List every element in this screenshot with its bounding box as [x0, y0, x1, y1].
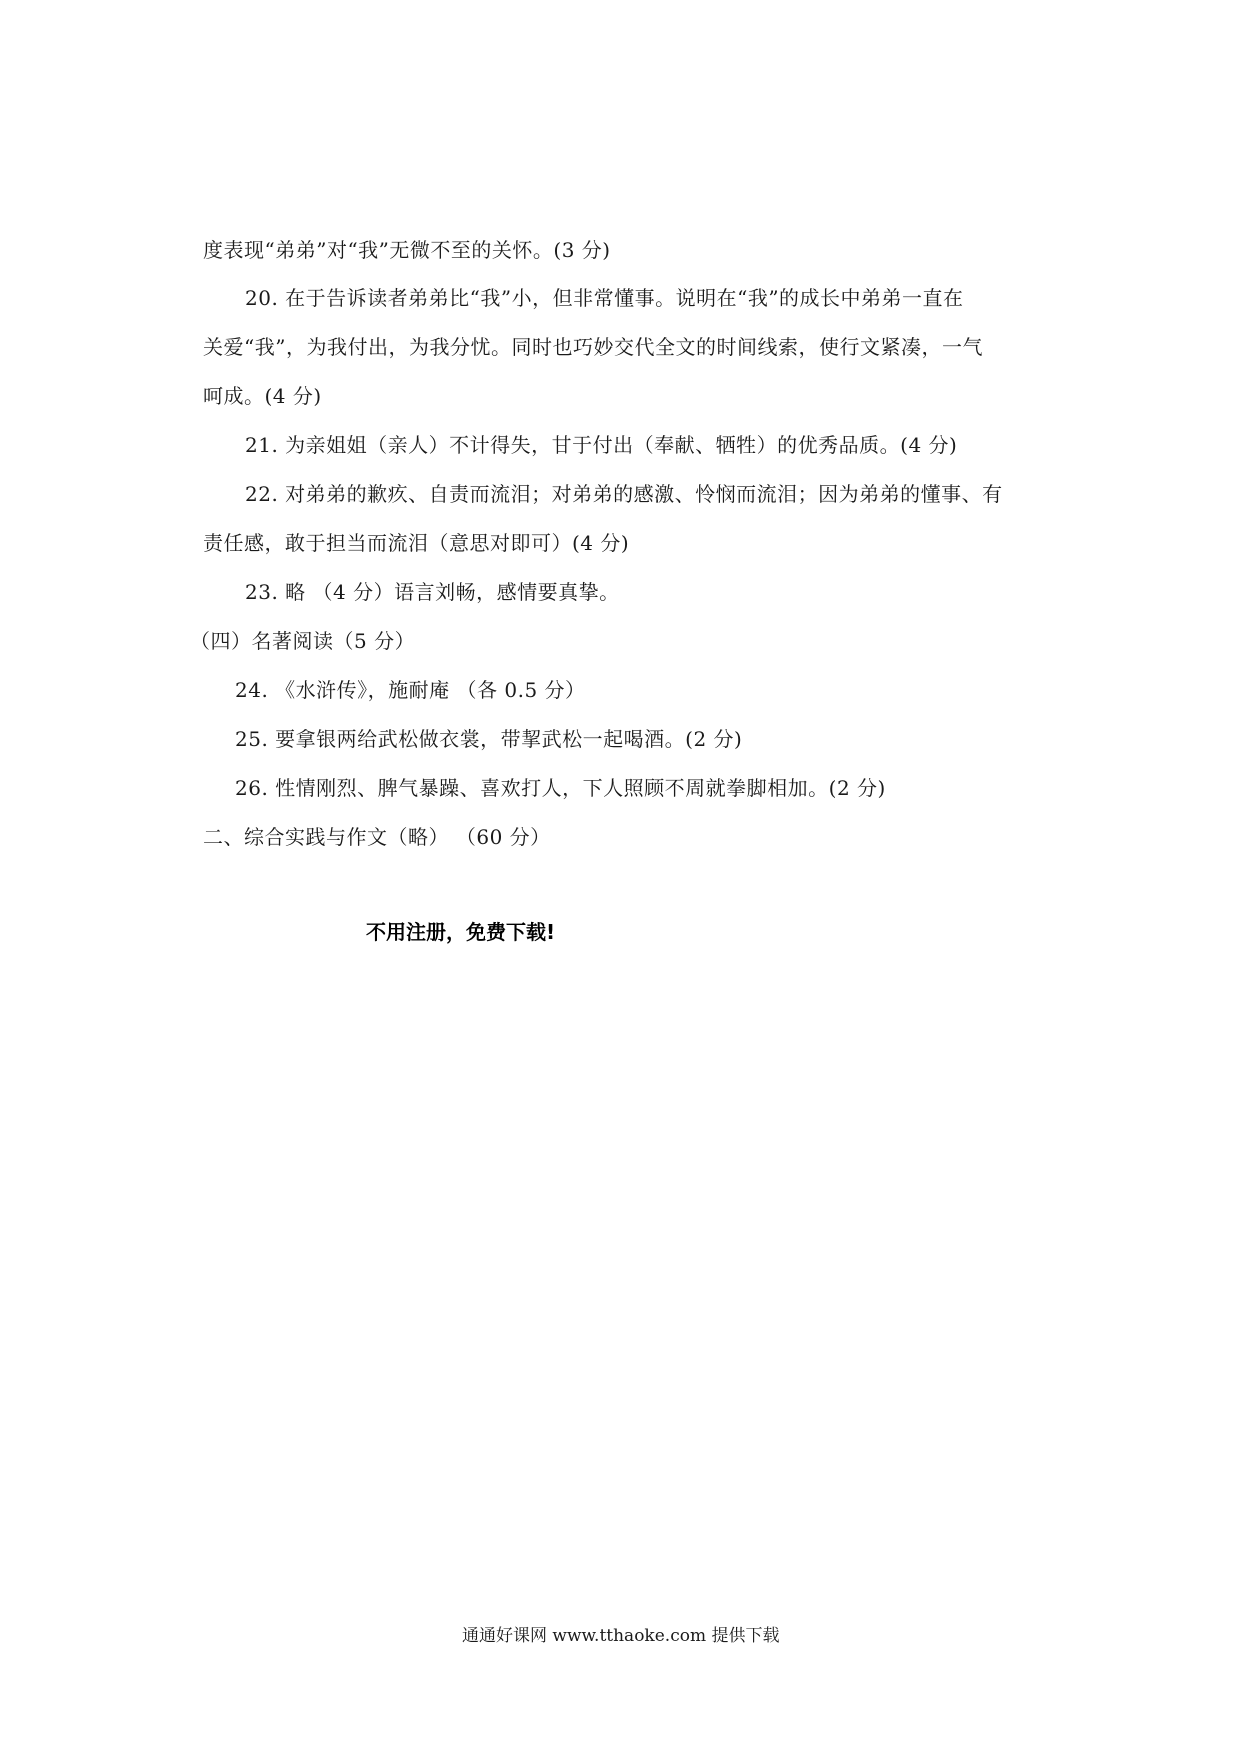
answer-20-line-2: 关爱“我”，为我付出，为我分忧。同时也巧妙交代全文的时间线索，使行文紧凑，一气 [203, 335, 983, 359]
answer-26: 26. 性情刚烈、脾气暴躁、喜欢打人，下人照顾不周就拳脚相加。(2 分) [235, 776, 886, 800]
answer-22-line-1: 22. 对弟弟的歉疚、自责而流泪；对弟弟的感激、怜悯而流泪；因为弟弟的懂事、有 [245, 482, 1003, 506]
answer-25: 25. 要拿银两给武松做衣裳，带挈武松一起喝酒。(2 分) [235, 727, 743, 751]
section-heading-classics-reading: （四）名著阅读（5 分） [190, 629, 416, 653]
answer-20-line-1: 20. 在于告诉读者弟弟比“我”小，但非常懂事。说明在“我”的成长中弟弟一直在 [245, 286, 964, 310]
section-heading-writing: 二、综合实践与作文（略） （60 分） [203, 825, 551, 849]
answer-19-continuation: 度表现“弟弟”对“我”无微不至的关怀。(3 分) [203, 238, 611, 262]
promo-text: 不用注册，免费下载! [366, 920, 556, 944]
answer-21: 21. 为亲姐姐（亲人）不计得失，甘于付出（奉献、牺牲）的优秀品质。(4 分) [245, 433, 958, 457]
answer-22-line-2: 责任感，敢于担当而流泪（意思对即可）(4 分) [203, 531, 630, 555]
footer-text: 通通好课网 www.tthaoke.com 提供下载 [462, 1626, 780, 1646]
answer-23: 23. 略 （4 分）语言刘畅，感情要真挚。 [245, 580, 620, 604]
answer-20-line-3: 呵成。(4 分) [203, 384, 322, 408]
answer-24: 24. 《水浒传》，施耐庵 （各 0.5 分） [235, 678, 586, 702]
